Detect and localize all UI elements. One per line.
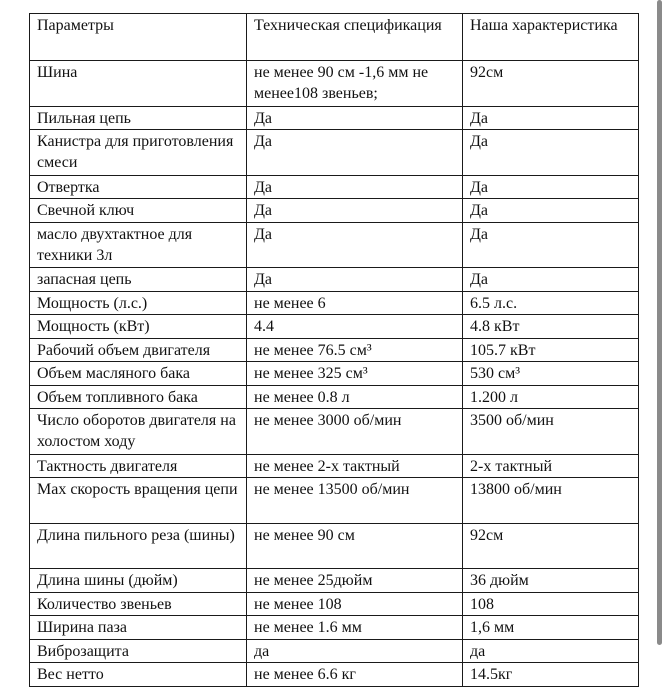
table-row: [30, 268, 639, 292]
cell-spec: не менее 90 см -1,6 мм не менее108 звеньев;: [247, 61, 463, 107]
table-row: [30, 409, 639, 455]
table-row: [30, 61, 639, 107]
cell-ours: Да: [463, 222, 639, 268]
cell-param: Мощность (кВт): [30, 315, 247, 339]
cell-ours: Да: [463, 106, 639, 130]
cell-spec: не менее 1.6 мм: [247, 616, 463, 640]
cell-param: Отвертка: [30, 175, 247, 199]
table-row: [30, 362, 639, 386]
table-row: [30, 175, 639, 199]
cell-ours: 2-х тактный: [463, 454, 639, 478]
table-row: [30, 478, 639, 524]
table-row: [30, 199, 639, 223]
cell-ours: Да: [463, 175, 639, 199]
table-row: [30, 639, 639, 663]
cell-param: Пильная цепь: [30, 106, 247, 130]
table-row: [30, 338, 639, 362]
cell-spec: не менее 3000 об/мин: [247, 409, 463, 455]
cell-ours: 13800 об/мин: [463, 478, 639, 524]
cell-param: Рабочий объем двигателя: [30, 338, 247, 362]
cell-ours: Да: [463, 199, 639, 223]
table-row: [30, 315, 639, 339]
header-param: Параметры: [30, 14, 247, 61]
cell-param: Тактность двигателя: [30, 454, 247, 478]
cell-ours: 530 см³: [463, 362, 639, 386]
cell-ours: 92см: [463, 61, 639, 107]
cell-spec: не менее 76.5 см³: [247, 338, 463, 362]
cell-spec: не менее 325 см³: [247, 362, 463, 386]
cell-param: Объем топливного бака: [30, 385, 247, 409]
cell-spec: 4.4: [247, 315, 463, 339]
table-row: [30, 222, 639, 268]
cell-param: Число оборотов двигателя на холостом ходу: [30, 409, 247, 455]
table-row: [30, 385, 639, 409]
cell-ours: 14.5кг: [463, 663, 639, 687]
cell-ours: 3500 об/мин: [463, 409, 639, 455]
cell-param: Шина: [30, 61, 247, 107]
cell-ours: Да: [463, 268, 639, 292]
cell-spec: Да: [247, 268, 463, 292]
specification-table: [29, 13, 639, 687]
cell-ours: 36 дюйм: [463, 569, 639, 593]
cell-ours: да: [463, 639, 639, 663]
cell-param: Вес нетто: [30, 663, 247, 687]
cell-param: Длина шины (дюйм): [30, 569, 247, 593]
cell-spec: Да: [247, 199, 463, 223]
cell-param: Длина пильного реза (шины): [30, 523, 247, 569]
cell-ours: 4.8 кВт: [463, 315, 639, 339]
cell-spec: не менее 6: [247, 291, 463, 315]
cell-param: Виброзащита: [30, 639, 247, 663]
table-header-row: [30, 14, 639, 61]
cell-spec: не менее 90 см: [247, 523, 463, 569]
cell-param: Max скорость вращения цепи: [30, 478, 247, 524]
cell-spec: не менее 13500 об/мин: [247, 478, 463, 524]
cell-spec: Да: [247, 106, 463, 130]
cell-ours: 1.200 л: [463, 385, 639, 409]
cell-spec: Да: [247, 130, 463, 176]
cell-param: Количество звеньев: [30, 592, 247, 616]
cell-param: масло двухтактное для техники 3л: [30, 222, 247, 268]
table-row: [30, 454, 639, 478]
cell-spec: не менее 25дюйм: [247, 569, 463, 593]
table-row: [30, 592, 639, 616]
cell-spec: да: [247, 639, 463, 663]
cell-param: Объем масляного бака: [30, 362, 247, 386]
table-row: [30, 523, 639, 569]
cell-ours: 1,6 мм: [463, 616, 639, 640]
cell-spec: не менее 6.6 кг: [247, 663, 463, 687]
cell-param: запасная цепь: [30, 268, 247, 292]
cell-spec: Да: [247, 222, 463, 268]
cell-ours: 92см: [463, 523, 639, 569]
header-ours: Наша характеристика: [463, 14, 639, 61]
cell-spec: не менее 2-х тактный: [247, 454, 463, 478]
cell-param: Канистра для приготовления смеси: [30, 130, 247, 176]
cell-spec: не менее 108: [247, 592, 463, 616]
table-row: [30, 291, 639, 315]
cell-ours: Да: [463, 130, 639, 176]
scrollbar-thumb[interactable]: [657, 0, 662, 645]
cell-ours: 105.7 кВт: [463, 338, 639, 362]
cell-param: Мощность (л.с.): [30, 291, 247, 315]
table-row: [30, 569, 639, 593]
cell-spec: не менее 0.8 л: [247, 385, 463, 409]
cell-ours: 108: [463, 592, 639, 616]
cell-param: Свечной ключ: [30, 199, 247, 223]
header-spec: Техническая спецификация: [247, 14, 463, 61]
table-row: [30, 616, 639, 640]
table-row: [30, 106, 639, 130]
cell-spec: Да: [247, 175, 463, 199]
cell-ours: 6.5 л.с.: [463, 291, 639, 315]
cell-param: Ширина паза: [30, 616, 247, 640]
table-row: [30, 663, 639, 687]
table-row: [30, 130, 639, 176]
